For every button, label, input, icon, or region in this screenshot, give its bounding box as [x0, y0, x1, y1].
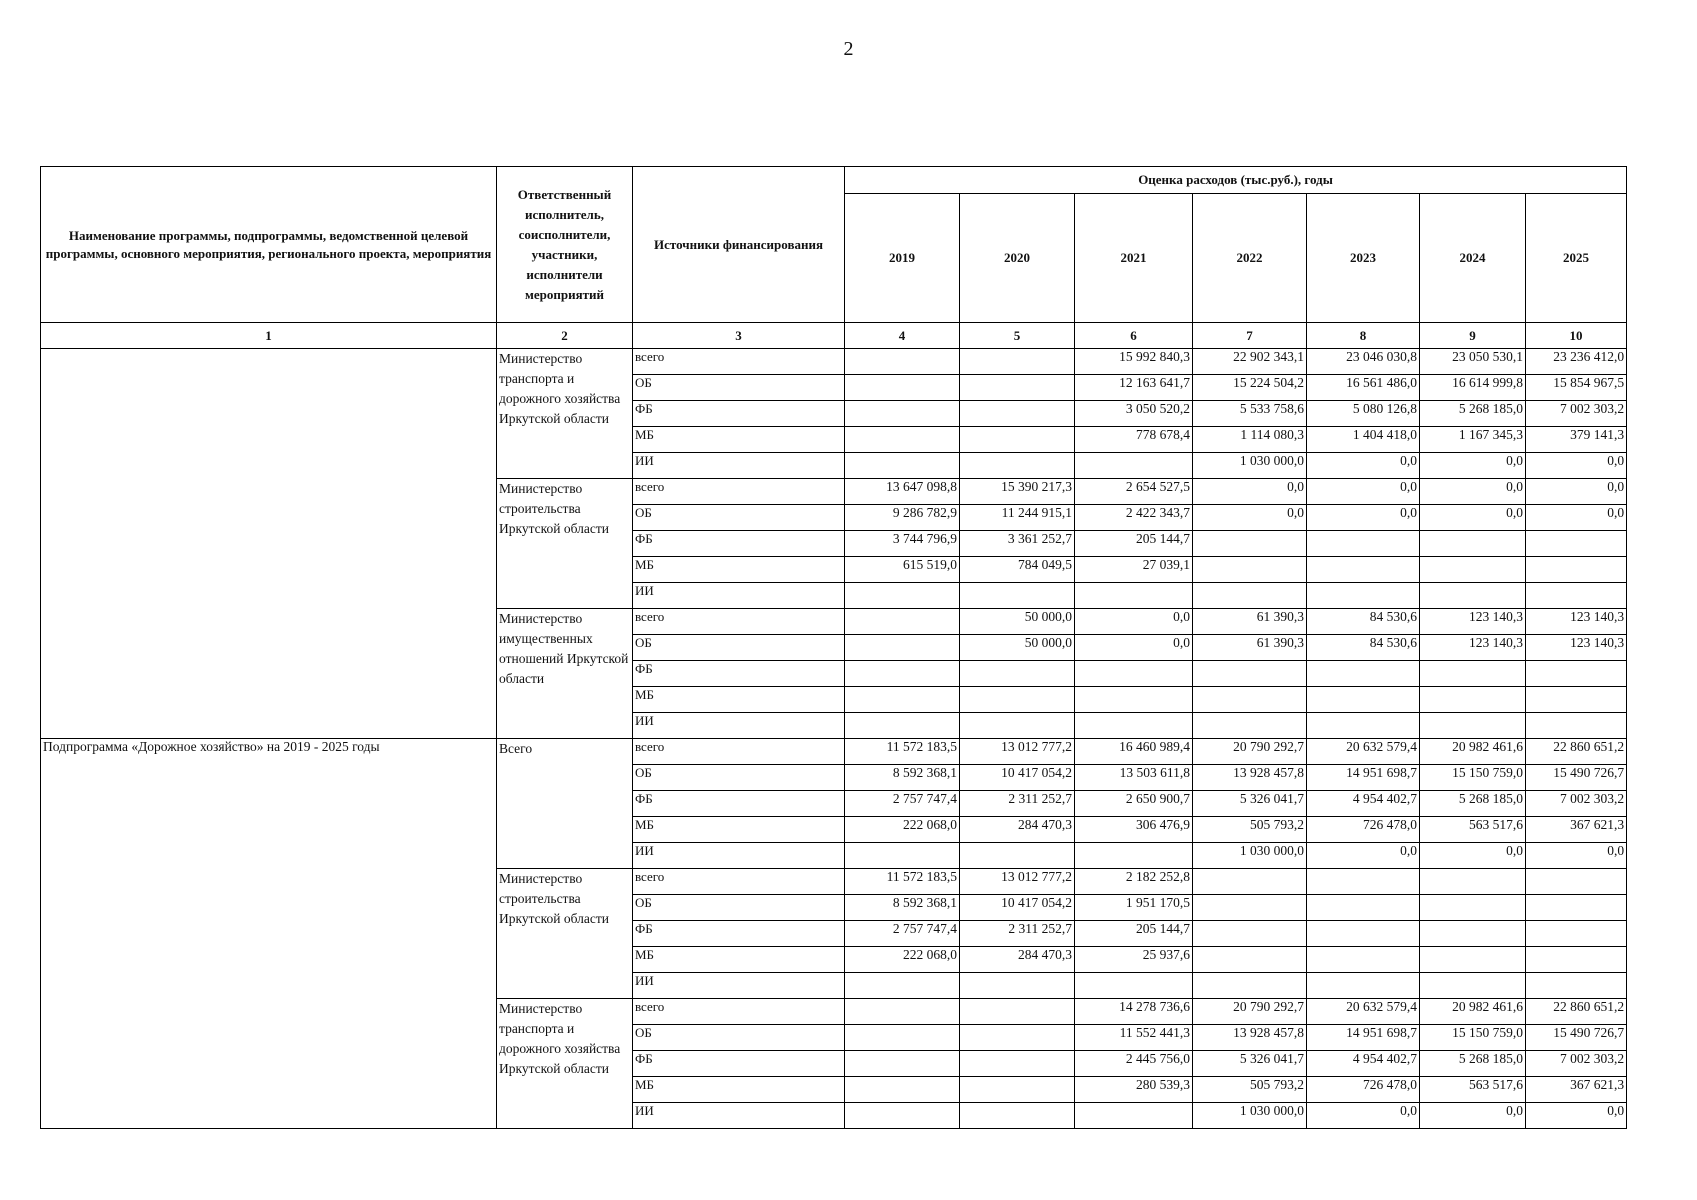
value-cell-2021: 778 678,4	[1075, 427, 1193, 453]
value-cell-2021: 0,0	[1075, 635, 1193, 661]
value-cell-2025: 0,0	[1526, 505, 1627, 531]
column-number: 10	[1526, 323, 1627, 349]
value-cell-2024	[1420, 531, 1526, 557]
executor-cell: Министерство строительства Иркутской области	[497, 479, 633, 609]
value-cell-2021: 205 144,7	[1075, 921, 1193, 947]
value-cell-2023: 20 632 579,4	[1307, 739, 1420, 765]
value-cell-2023	[1307, 921, 1420, 947]
value-cell-2022	[1193, 661, 1307, 687]
value-cell-2023	[1307, 869, 1420, 895]
value-cell-2019	[845, 349, 960, 375]
funding-source-cell: ФБ	[633, 531, 845, 557]
value-cell-2021: 14 278 736,6	[1075, 999, 1193, 1025]
value-cell-2025: 7 002 303,2	[1526, 791, 1627, 817]
value-cell-2025: 0,0	[1526, 1103, 1627, 1129]
table-body	[41, 349, 1627, 1129]
column-number: 1	[41, 323, 497, 349]
value-cell-2023	[1307, 661, 1420, 687]
value-cell-2019: 2 757 747,4	[845, 791, 960, 817]
value-cell-2020: 784 049,5	[960, 557, 1075, 583]
value-cell-2025	[1526, 713, 1627, 739]
value-cell-2023: 5 080 126,8	[1307, 401, 1420, 427]
column-number: 8	[1307, 323, 1420, 349]
funding-source-cell: ОБ	[633, 1025, 845, 1051]
value-cell-2024: 123 140,3	[1420, 635, 1526, 661]
value-cell-2019	[845, 635, 960, 661]
year-header: 2023	[1307, 194, 1420, 323]
column-number: 4	[845, 323, 960, 349]
value-cell-2023: 0,0	[1307, 505, 1420, 531]
value-cell-2021: 27 039,1	[1075, 557, 1193, 583]
value-cell-2019: 8 592 368,1	[845, 895, 960, 921]
program-name-cell	[41, 349, 497, 739]
executor-cell: Министерство строительства Иркутской области	[497, 869, 633, 999]
value-cell-2024	[1420, 869, 1526, 895]
column-number-row	[41, 323, 1627, 349]
value-cell-2022: 61 390,3	[1193, 609, 1307, 635]
value-cell-2020	[960, 973, 1075, 999]
column-number: 2	[497, 323, 633, 349]
value-cell-2024: 5 268 185,0	[1420, 791, 1526, 817]
value-cell-2020	[960, 843, 1075, 869]
value-cell-2023: 0,0	[1307, 479, 1420, 505]
value-cell-2022	[1193, 557, 1307, 583]
value-cell-2019: 222 068,0	[845, 947, 960, 973]
value-cell-2022: 505 793,2	[1193, 817, 1307, 843]
value-cell-2024: 1 167 345,3	[1420, 427, 1526, 453]
value-cell-2023: 1 404 418,0	[1307, 427, 1420, 453]
funding-source-cell: всего	[633, 869, 845, 895]
value-cell-2025: 123 140,3	[1526, 635, 1627, 661]
table-row	[41, 739, 1627, 765]
value-cell-2024	[1420, 947, 1526, 973]
funding-source-cell: МБ	[633, 1077, 845, 1103]
value-cell-2025	[1526, 583, 1627, 609]
value-cell-2022: 15 224 504,2	[1193, 375, 1307, 401]
funding-source-cell: ФБ	[633, 921, 845, 947]
value-cell-2023	[1307, 947, 1420, 973]
value-cell-2022: 13 928 457,8	[1193, 1025, 1307, 1051]
funding-source-cell: ФБ	[633, 401, 845, 427]
value-cell-2022: 1 114 080,3	[1193, 427, 1307, 453]
value-cell-2019: 11 572 183,5	[845, 869, 960, 895]
value-cell-2024: 5 268 185,0	[1420, 401, 1526, 427]
value-cell-2021: 205 144,7	[1075, 531, 1193, 557]
value-cell-2025: 23 236 412,0	[1526, 349, 1627, 375]
value-cell-2021: 280 539,3	[1075, 1077, 1193, 1103]
value-cell-2025: 0,0	[1526, 479, 1627, 505]
column-number: 7	[1193, 323, 1307, 349]
value-cell-2021: 16 460 989,4	[1075, 739, 1193, 765]
value-cell-2023	[1307, 973, 1420, 999]
value-cell-2019	[845, 661, 960, 687]
value-cell-2023: 0,0	[1307, 843, 1420, 869]
value-cell-2021	[1075, 583, 1193, 609]
value-cell-2021	[1075, 973, 1193, 999]
value-cell-2021	[1075, 661, 1193, 687]
value-cell-2019	[845, 427, 960, 453]
value-cell-2019	[845, 1077, 960, 1103]
value-cell-2019: 11 572 183,5	[845, 739, 960, 765]
value-cell-2019	[845, 375, 960, 401]
value-cell-2023: 0,0	[1307, 1103, 1420, 1129]
funding-source-cell: ИИ	[633, 453, 845, 479]
column-number: 3	[633, 323, 845, 349]
header-name-column: Наименование программы, подпрограммы, ведомственной целевой программы, основного мероприятия, регионального проекта, мероприятия	[41, 167, 497, 323]
value-cell-2021	[1075, 453, 1193, 479]
table-header	[41, 167, 1627, 349]
value-cell-2025: 22 860 651,2	[1526, 999, 1627, 1025]
value-cell-2025	[1526, 531, 1627, 557]
header-expenses-caption: Оценка расходов (тыс.руб.), годы	[845, 167, 1627, 194]
value-cell-2022: 20 790 292,7	[1193, 739, 1307, 765]
year-header: 2022	[1193, 194, 1307, 323]
value-cell-2022: 61 390,3	[1193, 635, 1307, 661]
funding-source-cell: ФБ	[633, 791, 845, 817]
value-cell-2021: 2 422 343,7	[1075, 505, 1193, 531]
value-cell-2020	[960, 583, 1075, 609]
value-cell-2022: 5 326 041,7	[1193, 791, 1307, 817]
value-cell-2025: 7 002 303,2	[1526, 401, 1627, 427]
funding-source-cell: ИИ	[633, 843, 845, 869]
value-cell-2021	[1075, 843, 1193, 869]
value-cell-2021: 13 503 611,8	[1075, 765, 1193, 791]
value-cell-2025	[1526, 947, 1627, 973]
value-cell-2024: 5 268 185,0	[1420, 1051, 1526, 1077]
value-cell-2025	[1526, 687, 1627, 713]
value-cell-2020: 2 311 252,7	[960, 921, 1075, 947]
value-cell-2019: 222 068,0	[845, 817, 960, 843]
value-cell-2024: 123 140,3	[1420, 609, 1526, 635]
funding-source-cell: ФБ	[633, 661, 845, 687]
funding-source-cell: МБ	[633, 947, 845, 973]
funding-source-cell: всего	[633, 349, 845, 375]
value-cell-2020	[960, 661, 1075, 687]
value-cell-2025: 7 002 303,2	[1526, 1051, 1627, 1077]
value-cell-2021: 1 951 170,5	[1075, 895, 1193, 921]
budget-table	[40, 166, 1627, 1129]
funding-source-cell: всего	[633, 999, 845, 1025]
value-cell-2023: 14 951 698,7	[1307, 1025, 1420, 1051]
value-cell-2023: 23 046 030,8	[1307, 349, 1420, 375]
value-cell-2021: 306 476,9	[1075, 817, 1193, 843]
value-cell-2025: 15 854 967,5	[1526, 375, 1627, 401]
funding-source-cell: МБ	[633, 817, 845, 843]
value-cell-2024	[1420, 583, 1526, 609]
value-cell-2020: 10 417 054,2	[960, 765, 1075, 791]
value-cell-2023: 84 530,6	[1307, 609, 1420, 635]
value-cell-2022	[1193, 531, 1307, 557]
value-cell-2023	[1307, 895, 1420, 921]
value-cell-2024	[1420, 661, 1526, 687]
value-cell-2025	[1526, 661, 1627, 687]
value-cell-2025: 15 490 726,7	[1526, 765, 1627, 791]
value-cell-2022: 1 030 000,0	[1193, 1103, 1307, 1129]
value-cell-2024: 23 050 530,1	[1420, 349, 1526, 375]
value-cell-2022	[1193, 947, 1307, 973]
value-cell-2022	[1193, 713, 1307, 739]
column-number: 9	[1420, 323, 1526, 349]
value-cell-2024: 0,0	[1420, 479, 1526, 505]
value-cell-2023: 4 954 402,7	[1307, 791, 1420, 817]
value-cell-2020	[960, 1051, 1075, 1077]
value-cell-2023: 0,0	[1307, 453, 1420, 479]
funding-source-cell: ОБ	[633, 895, 845, 921]
value-cell-2022: 20 790 292,7	[1193, 999, 1307, 1025]
funding-source-cell: ОБ	[633, 635, 845, 661]
value-cell-2019: 9 286 782,9	[845, 505, 960, 531]
column-number: 5	[960, 323, 1075, 349]
value-cell-2019: 13 647 098,8	[845, 479, 960, 505]
value-cell-2020	[960, 349, 1075, 375]
value-cell-2025	[1526, 895, 1627, 921]
value-cell-2019	[845, 713, 960, 739]
year-header: 2025	[1526, 194, 1627, 323]
value-cell-2020	[960, 375, 1075, 401]
funding-source-cell: всего	[633, 739, 845, 765]
value-cell-2022: 5 326 041,7	[1193, 1051, 1307, 1077]
value-cell-2022: 505 793,2	[1193, 1077, 1307, 1103]
value-cell-2024	[1420, 687, 1526, 713]
value-cell-2022: 5 533 758,6	[1193, 401, 1307, 427]
funding-source-cell: ИИ	[633, 583, 845, 609]
year-header: 2020	[960, 194, 1075, 323]
value-cell-2020	[960, 999, 1075, 1025]
value-cell-2023: 84 530,6	[1307, 635, 1420, 661]
value-cell-2023: 16 561 486,0	[1307, 375, 1420, 401]
executor-cell: Министерство транспорта и дорожного хозяйства Иркутской области	[497, 999, 633, 1129]
value-cell-2022: 0,0	[1193, 505, 1307, 531]
value-cell-2020: 10 417 054,2	[960, 895, 1075, 921]
table-row	[41, 349, 1627, 375]
value-cell-2021: 11 552 441,3	[1075, 1025, 1193, 1051]
value-cell-2022: 1 030 000,0	[1193, 453, 1307, 479]
value-cell-2025	[1526, 973, 1627, 999]
value-cell-2022: 0,0	[1193, 479, 1307, 505]
value-cell-2023	[1307, 557, 1420, 583]
value-cell-2022	[1193, 895, 1307, 921]
value-cell-2022: 13 928 457,8	[1193, 765, 1307, 791]
value-cell-2023: 726 478,0	[1307, 1077, 1420, 1103]
value-cell-2021: 12 163 641,7	[1075, 375, 1193, 401]
value-cell-2019	[845, 1103, 960, 1129]
value-cell-2022: 1 030 000,0	[1193, 843, 1307, 869]
funding-source-cell: всего	[633, 479, 845, 505]
executor-cell: Министерство транспорта и дорожного хозяйства Иркутской области	[497, 349, 633, 479]
value-cell-2019	[845, 999, 960, 1025]
value-cell-2020	[960, 453, 1075, 479]
value-cell-2021: 0,0	[1075, 609, 1193, 635]
value-cell-2023: 4 954 402,7	[1307, 1051, 1420, 1077]
value-cell-2019	[845, 453, 960, 479]
value-cell-2024: 20 982 461,6	[1420, 999, 1526, 1025]
value-cell-2021	[1075, 687, 1193, 713]
value-cell-2019	[845, 1025, 960, 1051]
value-cell-2025: 15 490 726,7	[1526, 1025, 1627, 1051]
value-cell-2025: 123 140,3	[1526, 609, 1627, 635]
page-number: 2	[843, 38, 854, 60]
funding-source-cell: МБ	[633, 427, 845, 453]
value-cell-2020: 13 012 777,2	[960, 739, 1075, 765]
value-cell-2025: 0,0	[1526, 453, 1627, 479]
value-cell-2025: 379 141,3	[1526, 427, 1627, 453]
value-cell-2020	[960, 713, 1075, 739]
value-cell-2025	[1526, 921, 1627, 947]
value-cell-2022	[1193, 921, 1307, 947]
value-cell-2020	[960, 1025, 1075, 1051]
funding-source-cell: ИИ	[633, 713, 845, 739]
value-cell-2023	[1307, 687, 1420, 713]
value-cell-2019: 8 592 368,1	[845, 765, 960, 791]
value-cell-2020: 284 470,3	[960, 947, 1075, 973]
funding-source-cell: ИИ	[633, 1103, 845, 1129]
value-cell-2022	[1193, 583, 1307, 609]
value-cell-2020: 11 244 915,1	[960, 505, 1075, 531]
value-cell-2021: 2 445 756,0	[1075, 1051, 1193, 1077]
value-cell-2024	[1420, 973, 1526, 999]
value-cell-2025: 367 621,3	[1526, 817, 1627, 843]
funding-source-cell: ОБ	[633, 375, 845, 401]
value-cell-2025	[1526, 557, 1627, 583]
value-cell-2021: 25 937,6	[1075, 947, 1193, 973]
value-cell-2023	[1307, 531, 1420, 557]
value-cell-2019	[845, 687, 960, 713]
value-cell-2024: 563 517,6	[1420, 1077, 1526, 1103]
value-cell-2020: 3 361 252,7	[960, 531, 1075, 557]
value-cell-2019	[845, 583, 960, 609]
value-cell-2020	[960, 687, 1075, 713]
funding-source-cell: МБ	[633, 687, 845, 713]
value-cell-2024	[1420, 921, 1526, 947]
value-cell-2020	[960, 1077, 1075, 1103]
funding-source-cell: всего	[633, 609, 845, 635]
value-cell-2025: 367 621,3	[1526, 1077, 1627, 1103]
year-header: 2021	[1075, 194, 1193, 323]
value-cell-2019	[845, 609, 960, 635]
value-cell-2019	[845, 973, 960, 999]
value-cell-2024	[1420, 713, 1526, 739]
value-cell-2019	[845, 843, 960, 869]
value-cell-2020: 50 000,0	[960, 635, 1075, 661]
executor-cell: Министерство имущественных отношений Иркутской области	[497, 609, 633, 739]
value-cell-2024	[1420, 557, 1526, 583]
value-cell-2019: 2 757 747,4	[845, 921, 960, 947]
value-cell-2021: 15 992 840,3	[1075, 349, 1193, 375]
value-cell-2020: 13 012 777,2	[960, 869, 1075, 895]
value-cell-2023	[1307, 713, 1420, 739]
value-cell-2024: 15 150 759,0	[1420, 1025, 1526, 1051]
value-cell-2021	[1075, 1103, 1193, 1129]
funding-source-cell: ОБ	[633, 765, 845, 791]
value-cell-2021: 3 050 520,2	[1075, 401, 1193, 427]
header-source-column: Источники финансирования	[633, 167, 845, 323]
value-cell-2024: 20 982 461,6	[1420, 739, 1526, 765]
value-cell-2025	[1526, 869, 1627, 895]
value-cell-2020	[960, 1103, 1075, 1129]
value-cell-2024: 0,0	[1420, 453, 1526, 479]
value-cell-2023: 14 951 698,7	[1307, 765, 1420, 791]
value-cell-2024: 15 150 759,0	[1420, 765, 1526, 791]
value-cell-2023: 726 478,0	[1307, 817, 1420, 843]
value-cell-2022	[1193, 869, 1307, 895]
header-responsible-column: Ответственный исполнитель, соисполнители, участники, исполнители мероприятий	[497, 167, 633, 323]
value-cell-2023	[1307, 583, 1420, 609]
value-cell-2019: 3 744 796,9	[845, 531, 960, 557]
year-header: 2019	[845, 194, 960, 323]
column-number: 6	[1075, 323, 1193, 349]
value-cell-2021: 2 654 527,5	[1075, 479, 1193, 505]
funding-source-cell: ИИ	[633, 973, 845, 999]
value-cell-2019	[845, 401, 960, 427]
year-header: 2024	[1420, 194, 1526, 323]
value-cell-2025: 22 860 651,2	[1526, 739, 1627, 765]
value-cell-2024: 0,0	[1420, 843, 1526, 869]
program-name-cell: Подпрограмма «Дорожное хозяйство» на 2019 - 2025 годы	[41, 739, 497, 1129]
funding-source-cell: ОБ	[633, 505, 845, 531]
value-cell-2024	[1420, 895, 1526, 921]
executor-cell: Всего	[497, 739, 633, 869]
funding-source-cell: ФБ	[633, 1051, 845, 1077]
funding-source-cell: МБ	[633, 557, 845, 583]
value-cell-2024: 0,0	[1420, 1103, 1526, 1129]
value-cell-2019: 615 519,0	[845, 557, 960, 583]
value-cell-2022	[1193, 687, 1307, 713]
value-cell-2020	[960, 427, 1075, 453]
value-cell-2022: 22 902 343,1	[1193, 349, 1307, 375]
value-cell-2024: 0,0	[1420, 505, 1526, 531]
value-cell-2021: 2 182 252,8	[1075, 869, 1193, 895]
value-cell-2022	[1193, 973, 1307, 999]
value-cell-2025: 0,0	[1526, 843, 1627, 869]
value-cell-2020	[960, 401, 1075, 427]
value-cell-2024: 16 614 999,8	[1420, 375, 1526, 401]
value-cell-2020: 50 000,0	[960, 609, 1075, 635]
value-cell-2019	[845, 1051, 960, 1077]
value-cell-2021	[1075, 713, 1193, 739]
value-cell-2020: 2 311 252,7	[960, 791, 1075, 817]
value-cell-2020: 15 390 217,3	[960, 479, 1075, 505]
value-cell-2024: 563 517,6	[1420, 817, 1526, 843]
value-cell-2021: 2 650 900,7	[1075, 791, 1193, 817]
value-cell-2020: 284 470,3	[960, 817, 1075, 843]
value-cell-2023: 20 632 579,4	[1307, 999, 1420, 1025]
